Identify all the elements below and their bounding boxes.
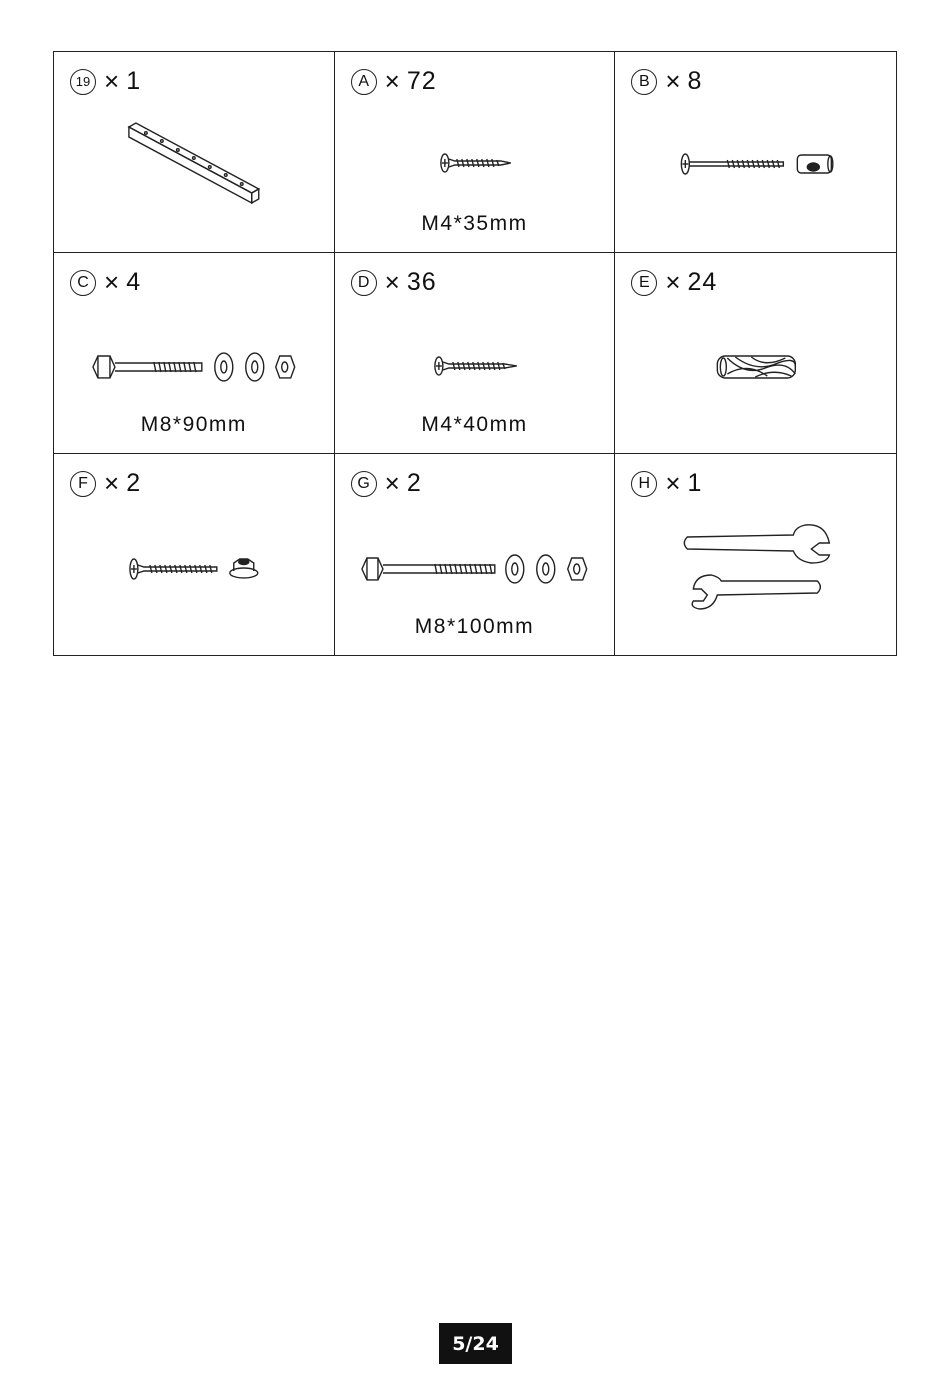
hex-bolt-washers-nut-icon — [335, 509, 615, 619]
part-cell-A — [335, 52, 616, 253]
part-header — [351, 267, 437, 298]
part-quantity: 36 — [406, 268, 437, 296]
part-quantity: 1 — [687, 469, 703, 497]
screw-with-flange-nut-icon — [54, 509, 334, 619]
part-quantity: 24 — [687, 268, 718, 296]
part-cell-G — [335, 454, 616, 655]
wood-screw-icon — [335, 308, 615, 418]
part-cell-F — [54, 454, 335, 655]
part-spec: M4*40mm — [421, 413, 528, 436]
times-sign: × — [104, 66, 121, 96]
part-cell-B — [615, 52, 896, 253]
part-spec: M8*100mm — [414, 615, 535, 638]
times-sign: × — [665, 468, 682, 498]
part-id-badge: B — [631, 69, 657, 95]
part-cell-H — [615, 454, 896, 655]
part-cell-D — [335, 253, 616, 454]
part-quantity: 72 — [406, 67, 437, 95]
part-quantity: 2 — [126, 469, 142, 497]
part-id-badge: A — [351, 69, 377, 95]
part-quantity: 4 — [126, 268, 142, 296]
wooden-rail-icon — [54, 107, 334, 217]
times-sign: × — [384, 468, 401, 498]
part-spec: M4*35mm — [421, 212, 528, 235]
part-header — [70, 468, 141, 499]
part-id-badge: E — [631, 270, 657, 296]
part-id-badge: 19 — [70, 69, 96, 95]
parts-table — [53, 51, 897, 656]
bolt-with-barrel-nut-icon — [615, 107, 896, 217]
part-quantity: 1 — [126, 67, 142, 95]
page-number: 5/24 — [439, 1323, 512, 1364]
part-id-badge: G — [351, 471, 377, 497]
part-id-badge: D — [351, 270, 377, 296]
times-sign: × — [665, 66, 682, 96]
part-id-badge: H — [631, 471, 657, 497]
part-header — [70, 267, 141, 298]
part-cell-C — [54, 253, 335, 454]
part-cell-E — [615, 253, 896, 454]
part-id-badge: C — [70, 270, 96, 296]
part-quantity: 8 — [687, 67, 703, 95]
part-header — [631, 267, 717, 298]
part-header — [351, 468, 422, 499]
part-spec: M8*90mm — [140, 413, 247, 436]
times-sign: × — [104, 267, 121, 297]
times-sign: × — [665, 267, 682, 297]
part-header — [70, 66, 141, 97]
wrench-pair-icon — [615, 509, 896, 619]
part-header — [351, 66, 437, 97]
times-sign: × — [384, 66, 401, 96]
times-sign: × — [104, 468, 121, 498]
part-id-badge: F — [70, 471, 96, 497]
wood-screw-icon — [335, 107, 615, 217]
part-quantity: 2 — [406, 469, 422, 497]
wooden-dowel-icon — [615, 308, 896, 418]
part-header — [631, 468, 702, 499]
hex-bolt-washers-nut-icon — [54, 308, 334, 418]
part-cell-19 — [54, 52, 335, 253]
times-sign: × — [384, 267, 401, 297]
part-header — [631, 66, 702, 97]
